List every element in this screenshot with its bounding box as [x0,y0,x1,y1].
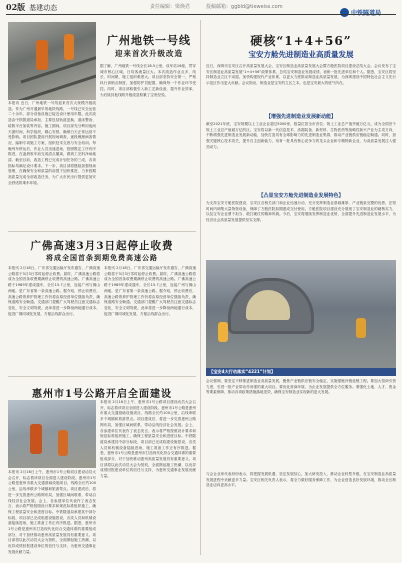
metro-body-right: 据了解，广州地铁一号线全长18.5公里，设车站16座，贯穿城市核心区域，日均客流量巨大。本次改造作业点多、线长、时间紧，施工组织难度大。项目部坚持安全第一，严格执行请销点制度，加强防护员配置，确保每一个作业环节受控。同时，项目部积极引入新工艺新设备，提升作业效率，为后续其他线路升级改造积累了宝贵经验。 [100,64,196,97]
photo-caption: 【宝安4大行动落实“4221”计划】 [206,368,396,376]
page-section-label [6,2,57,13]
section-heading-2: 【凸显宝安方舱先进制造业发展特色】 [258,193,344,199]
section-divider [8,231,196,232]
huizhou-body-right: 本报讯 2月16日上午，惠州市1号公路项目建设动员大会召开，标志着该项目全面进入建设阶段。惠州市1号公路是惠州市重大交通基础设施项目，线路全长约100公里，沿线串联多个城镇和旅游景点。项目建成后，将进一步完善惠州公路网布局，加强区域间联系，带动沿线经济社会发展。会上，各参建单位代表作了表态发言，表示将严格按照设计要求和规范标准组织施工，确保工程质量安全和进度目标。中铁隧道局承建其中部分标段，项目部已完成临建设施搭设，各类人员和机械设备陆续进场，施工准备工作正有序推进。据悉，惠州市1号公路是惠州市打造现代化综合交通体系的重要组成部分，对于加快推动惠州高质量发展具有重要意义。项目部将以此次动员大会为契机，全面掀起施工热潮，以优异成绩回报建设单位的信任与支持，为惠州交通事业发展贡献力量。 [100,400,196,479]
section-name: 基建动态 [29,4,58,12]
worker-figure [36,40,48,70]
huizhou-photo [8,400,96,468]
bao-an-para-2: 为支持宝安方舱医院建设，宝安区各相关部门和企业迅速行动，充分发挥制造业基础雄厚、产业链条完整的优势，在短时间内调集大量物资设备，保障了方舱医院如期建成交付使用。方舱医院项目建设充分展现了宝安制造业的硬核实力，以及宝安企业勇于担当、敢打硬仗的精神风貌。今后，宝安将继续发挥制造业优势，全面提升先进制造业发展水平，为经济社会高质量发展提供坚实支撑。 [206,201,396,223]
brand-logo [340,2,396,12]
bao-an-para-1: 截至2021年底，宝安规模以上工业企业超过5000家，数量位居全市首位；规上工业总产值突破万亿元，成为全国首个规上工业总产值破万亿的区。宝安将以新一代信息技术、高端装备、新材料、生物医药等战略性新兴产业为主攻方向，不断增强先进制造业发展新动能，加快打造具有全球影响力的先进制造业集群，推动产业链供应链稳定畅通。同时，加强关键核心技术攻关，提升自主创新能力，培育一批具有核心竞争力的龙头企业和专精特新企业，为高质量发展注入强劲动力。 [206,122,396,149]
metro-subtitle: 迎来首次升级改造 [115,49,183,58]
expressway-title: 广佛高速3月3日起停止收费 [30,240,174,252]
section-heading-1: 【增强先进制造业发展新动能】 [265,114,336,120]
bao-an-title: 硬核“1+4+56” [250,34,352,48]
header-rule [6,14,396,15]
bao-an-intro: 近日，深圳市宝安区召开高质量发展大会，宝安区制造业高质量发展大会暨方舱医院项目建设总结大会。会议发布了宝安区制造业高质量发展“1+4+56”政策体系，总结宝安制造业发展成绩，表彰一批先进单位和个人。据悉，宝安区将坚持制造业立区不动摇，加快构建现代产业体系，以更大力度推动制造业高质量发展，为深圳建设中国特色社会主义先行示范区作出更大贡献。会议指出，制造业是宝安的立区之本，也是宝安最大的底气所在。 [206,64,396,86]
logo-mark-icon [340,8,349,17]
worker-figure [218,322,228,342]
bao-an-para-4: 与会企业家代表纷纷表示，将把握发展机遇，坚定发展信心，加大研发投入，推动企业转型升级，在宝安制造业高质量发展进程中贡献更多力量。宝安区相关负责人表示，将全力做好服务保障工作，为企业营造良好发展环境，推动全区制造业迈向更高水平。 [206,472,396,488]
worker-figure [58,430,68,456]
huizhou-body-left: 本报讯 2月16日上午，惠州市1号公路项目建设动员大会召开，标志着该项目全面进入建设阶段。惠州市1号公路是惠州市重大交通基础设施项目，线路全长约100公里，沿线串联多个城镇和旅游景点。项目建成后，将进一步完善惠州公路网布局，加强区域间联系，带动沿线经济社会发展。会上，各参建单位代表作了表态发言，表示将严格按照设计要求和规范标准组织施工，确保工程质量安全和进度目标。中铁隧道局承建其中部分标段，项目部已完成临建设施搭设，各类人员和机械设备陆续进场，施工准备工作正有序推进。据悉，惠州市1号公路是惠州市打造现代化综合交通体系的重要组成部分，对于加快推动惠州高质量发展具有重要意义。项目部将以此次动员大会为契机，全面掀起施工热潮，以优异成绩回报建设单位的信任与支持，为惠州交通事业发展贡献力量。 [8,470,96,554]
bao-an-subtitle: 宝安方舱先进制造业高质量发展 [248,50,354,59]
expressway-body-left: 本报讯 2月18日，广东省交通运输厅发布通告，广佛高速公路将于3月3日零时起停止收费。届时，广佛高速公路将成为全国首条收费期满停止收费的高速公路。广佛高速公路于1989年建成通车，全长15.7公里，连接广州与佛山两地，是广东省第一条高速公路。据介绍，停止收费后，高速公路的养护管理工作仍将由原经营单位继续负责，确保道路安全畅通。交通部门提醒广大驾驶员注意交通标志变化，安全文明驾驶。此举将进一步降低两地通行成本，促进广佛同城化发展，方便沿线群众出行。 [8,266,100,316]
worker-figure [30,424,42,454]
section-divider [8,376,196,377]
metro-body-left: 本报讯 近日，广州地铁一号线迎来首次大规模升级改造。作为广州开通最早的地铁线路，一号线已安全运营二十余年，部分设备设施已接近设计使用年限。此次改造由中铁隧道局承担，主要包括轨道更换、道床整治、疏散平台加装等内容。施工期间，项目部充分利用夜间天窗时间，科学组织，精心安排，确保白天正常运营不受影响。项目团队提前开展现场调查，逐段梳理病害情况，编制专项施工方案，组织技术交底与安全培训。每晚列车停运后，作业人员迅速进场，按照既定工序有序推进，在凌晨收车前完成清点撤离，做到工完料净场地清。截至目前，改造工程已完成计划任务的三成，各项指标均满足设计要求。下一步，项目部将继续加强现场管理，在确保安全和质量的前提下加快推进，力争按期高质量完成全部改造任务，为广大市民出行提供更加安全舒适的乘车环境。 [8,101,96,185]
page-header [0,0,402,14]
submission-email: 投稿邮箱：ggbld@tieweiss.com [206,4,283,10]
worker-figure [64,34,74,60]
metro-photo [8,22,96,100]
huizhou-title: 惠州市1号公路开启全面建设 [32,389,172,400]
worker-figure [356,318,366,338]
shield-machine-photo [206,260,396,368]
column-divider [200,20,201,555]
editor-info [150,3,299,10]
editor-name: 责任编辑：梁焕君 [150,4,191,10]
bao-an-para-3: 会议强调，要坚定不移推进制造业高质量发展，聚焦产业链供应链安全稳定，实施强链补链延链工程。要加大招商引资力度，引进一批产业带动作用强的重大项目。要优化营商环境，为企业发展提供全方位服务。要强化土地、人才、资金等要素保障，推动各项政策措施落地见效，确保宝安制造业实现新的更大发展。 [206,379,396,395]
expressway-subtitle: 将成全国首条到期免费高速公路 [46,253,158,262]
page-number: 02版 [6,2,26,12]
metro-title: 广州地铁一号线 [107,34,191,47]
expressway-body-right: 本报讯 2月18日，广东省交通运输厅发布通告，广佛高速公路将于3月3日零时起停止收费。届时，广佛高速公路将成为全国首条收费期满停止收费的高速公路。广佛高速公路于1989年建成通车，全长15.7公里，连接广州与佛山两地，是广东省第一条高速公路。据介绍，停止收费后，高速公路的养护管理工作仍将由原经营单位继续负责，确保道路安全畅通。交通部门提醒广大驾驶员注意交通标志变化，安全文明驾驶。此举将进一步降低两地通行成本，促进广佛同城化发展，方便沿线群众出行。 [104,266,196,316]
